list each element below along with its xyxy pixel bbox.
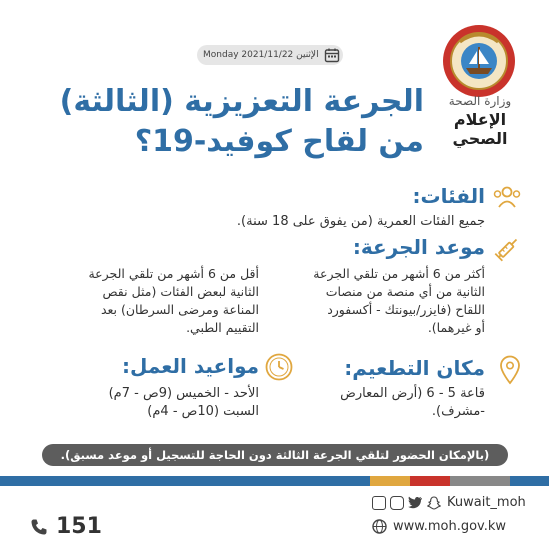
globe-icon (372, 519, 387, 534)
dose-right-line: أكثر من 6 أشهر من تلقي الجرعة (313, 266, 485, 281)
categories-label: الفئات: (412, 184, 485, 208)
ministry-line2: الإعلام الصحي (452, 110, 508, 148)
location-line2: -مشرف). (431, 404, 485, 419)
hours-line1: الأحد - الخميس (9ص - 7م) (108, 386, 259, 401)
website-link[interactable]: www.moh.gov.kw (393, 519, 507, 534)
dose-right-line: أو غيرهما). (427, 320, 485, 335)
phone-icon (30, 518, 48, 536)
people-icon (492, 185, 522, 209)
dose-timing-left (59, 265, 259, 337)
ministry-name (430, 94, 530, 148)
social-handle[interactable]: Kuwait_moh (447, 495, 526, 510)
date-pill (197, 45, 343, 65)
dose-left-line: المناعة ومرضى السرطان) بعد (100, 302, 259, 317)
dose-timing-right (285, 265, 485, 337)
location-line1: قاعة 5 - 6 (أرض المعارض (340, 386, 485, 401)
walk-in-notice: (بالإمكان الحضور لتلقي الجرعة الثالثة دون الحاجة للتسجيل أو موعد مسبق). (42, 444, 508, 466)
facebook-icon[interactable] (372, 496, 386, 510)
location-text (340, 385, 485, 421)
instagram-icon[interactable] (390, 496, 404, 510)
page-title (60, 82, 424, 162)
location-pin-icon (499, 355, 521, 385)
categories-text: جميع الفئات العمرية (من يفوق على 18 سنة). (236, 214, 485, 229)
syringe-icon (494, 234, 522, 262)
phone-number[interactable]: 151 (56, 514, 102, 539)
title-line2: من لقاح كوفيد-19؟ (134, 124, 424, 159)
twitter-icon[interactable] (408, 496, 423, 509)
dose-left-line: أقل من 6 أشهر من تلقي الجرعة (88, 266, 259, 281)
website-row (372, 519, 506, 534)
calendar-icon (324, 47, 340, 63)
ministry-line1: وزارة الصحة (448, 94, 512, 108)
dose-left-line: الثانية لبعض الفئات (مثل نقص (102, 284, 259, 299)
hotline (30, 514, 102, 539)
dose-timing-label: موعد الجرعة: (352, 235, 485, 259)
social-row (372, 495, 526, 510)
location-label: مكان التطعيم: (344, 356, 485, 380)
hours-label: مواعيد العمل: (121, 354, 259, 378)
date-text: الإثنين 2021/11/22 Monday (203, 50, 319, 60)
ministry-logo (440, 22, 518, 100)
dose-right-line: اللقاح (فايزر/بيونتك - أكسفورد (327, 302, 485, 317)
footer-color-bar (0, 476, 549, 486)
hours-text (109, 385, 259, 421)
hours-line2: السبت (10ص - 4م) (147, 404, 259, 419)
dose-right-line: الثانية من أي منصة من منصات (325, 284, 485, 299)
dose-left-line: التقييم الطبي. (186, 320, 259, 335)
title-line1: الجرعة التعزيزية (الثالثة) (59, 84, 424, 119)
clock-icon (264, 352, 294, 382)
snapchat-icon[interactable] (427, 496, 441, 510)
